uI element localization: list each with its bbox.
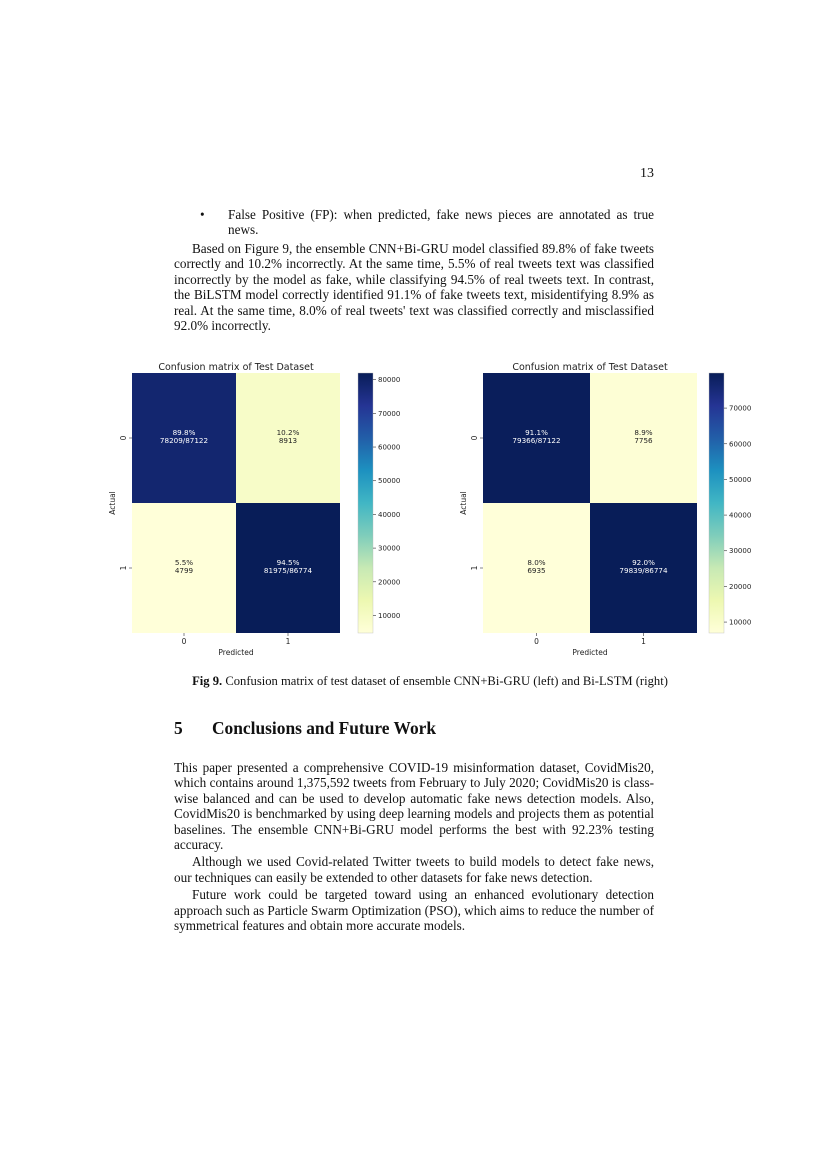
colorbar-tick-label: 80000 [378, 376, 401, 385]
figure-caption-label: Fig 9. [192, 674, 223, 688]
colorbar-tick-label: 70000 [729, 404, 752, 413]
bullet-text: when predicted, fake news pieces are annotated as true news. [228, 207, 655, 238]
cell-label: 89.8% [172, 428, 196, 437]
x-axis-label: Predicted [572, 648, 608, 657]
y-tick-label: 0 [470, 435, 479, 441]
colorbar-tick-label: 50000 [729, 475, 752, 484]
cell-label: 8913 [278, 436, 298, 445]
cell-label: 78209/87122 [159, 436, 209, 445]
chart-title: Confusion matrix of Test Dataset [512, 362, 668, 373]
figure-caption-text: Confusion matrix of test dataset of ensemble CNN+Bi-GRU (left) and Bi-LSTM (right) [225, 674, 668, 688]
results-paragraph [174, 241, 654, 333]
cell-label: 79366/87122 [512, 436, 561, 445]
x-tick-label: 1 [641, 637, 646, 646]
colorbar-tick-label: 40000 [729, 511, 752, 520]
bullet-body [228, 207, 654, 238]
section-title: Conclusions and Future Work [212, 718, 437, 738]
page-number: 13 [640, 166, 654, 181]
x-tick-label: 0 [181, 637, 187, 646]
cell-label: 81975/86774 [263, 566, 313, 575]
cell-label: 94.5% [276, 558, 300, 567]
y-axis-label: Actual [459, 491, 468, 515]
y-tick-label: 1 [119, 565, 128, 571]
chart-title: Confusion matrix of Test Dataset [158, 362, 314, 373]
cell-label: 79839/86774 [619, 566, 668, 575]
y-tick-label: 1 [470, 565, 479, 571]
section-number: 5 [174, 718, 183, 738]
colorbar-tick-label: 30000 [378, 544, 401, 553]
y-tick-label: 0 [119, 435, 128, 441]
colorbar-tick-label: 70000 [378, 409, 401, 418]
cell-label: 5.5% [174, 558, 194, 567]
colorbar-tick-label: 20000 [378, 578, 401, 587]
colorbar-tick-label: 40000 [378, 510, 401, 519]
conclusion-paragraph-3: Future work could be targeted toward using an enhanced evolutionary detection approach such as Particle Swarm Optimization (PSO), which aims to reduce the number of symmetrical features and obtain more accurate models. [174, 887, 654, 934]
conclusion-paragraph-2: Although we used Covid-related Twitter tweets to build models to detect fake news, our techniques can easily be extended to other datasets for fake news detection. [174, 854, 654, 885]
colorbar-tick-label: 50000 [378, 477, 401, 486]
conclusion-body [174, 760, 654, 933]
section-heading [174, 718, 436, 739]
results-paragraph-text: Based on Figure 9, the ensemble CNN+Bi-GRU model classified 89.8% of fake tweets correctly and 10.2% incorrectly. At the same time, 5.5% of real tweets text was classified incorrectly by the model as fake, while classifying 94.5% of real tweets text. In contrast, the BiLSTM model correctly identified 91.1% of fake tweets text, misidentifying 8.9% as real. At the same time, 8.0% of real tweets' text was classified correctly and misclassified 92.0% incorrectly. [174, 241, 654, 334]
cell-label: 4799 [174, 566, 194, 575]
colorbar-tick-label: 60000 [378, 443, 401, 452]
figure-9 [100, 357, 760, 662]
colorbar-tick-label: 10000 [729, 618, 752, 627]
bullet-point-icon: • [200, 207, 205, 222]
colorbar-tick-label: 10000 [378, 611, 401, 620]
bullet-item-false-positive [174, 207, 654, 238]
cell-label: 8.9% [634, 428, 653, 437]
x-tick-label: 0 [534, 637, 539, 646]
cell-label: 91.1% [525, 428, 548, 437]
figure-caption [100, 674, 760, 689]
cell-label: 92.0% [632, 558, 655, 567]
cell-label: 7756 [634, 436, 653, 445]
cell-label: 8.0% [527, 558, 546, 567]
colorbar-tick-label: 60000 [729, 440, 752, 449]
colorbar-tick-label: 20000 [729, 582, 752, 591]
x-axis-label: Predicted [218, 648, 254, 657]
colorbar-tick-label: 30000 [729, 547, 752, 556]
colorbar [709, 373, 724, 633]
cell-label: 10.2% [276, 428, 300, 437]
bullet-term: False Positive (FP): [228, 207, 338, 222]
y-axis-label: Actual [108, 491, 117, 515]
cell-label: 6935 [527, 566, 546, 575]
conclusion-paragraph-1: This paper presented a comprehensive COVID-19 misinformation dataset, CovidMis20, which contains around 1,375,592 tweets from February to July 2020; CovidMis20 is class-wise balanced and can be used to develop automatic fake news detection models. Also, CovidMis20 is benchmarked by using deep learning models and projects them as potential baselines. The ensemble CNN+Bi-GRU model performs the best with 92.23% testing accuracy. [174, 760, 654, 853]
x-tick-label: 1 [285, 637, 291, 646]
colorbar [358, 373, 373, 633]
confusion-matrix-figure [100, 357, 760, 662]
